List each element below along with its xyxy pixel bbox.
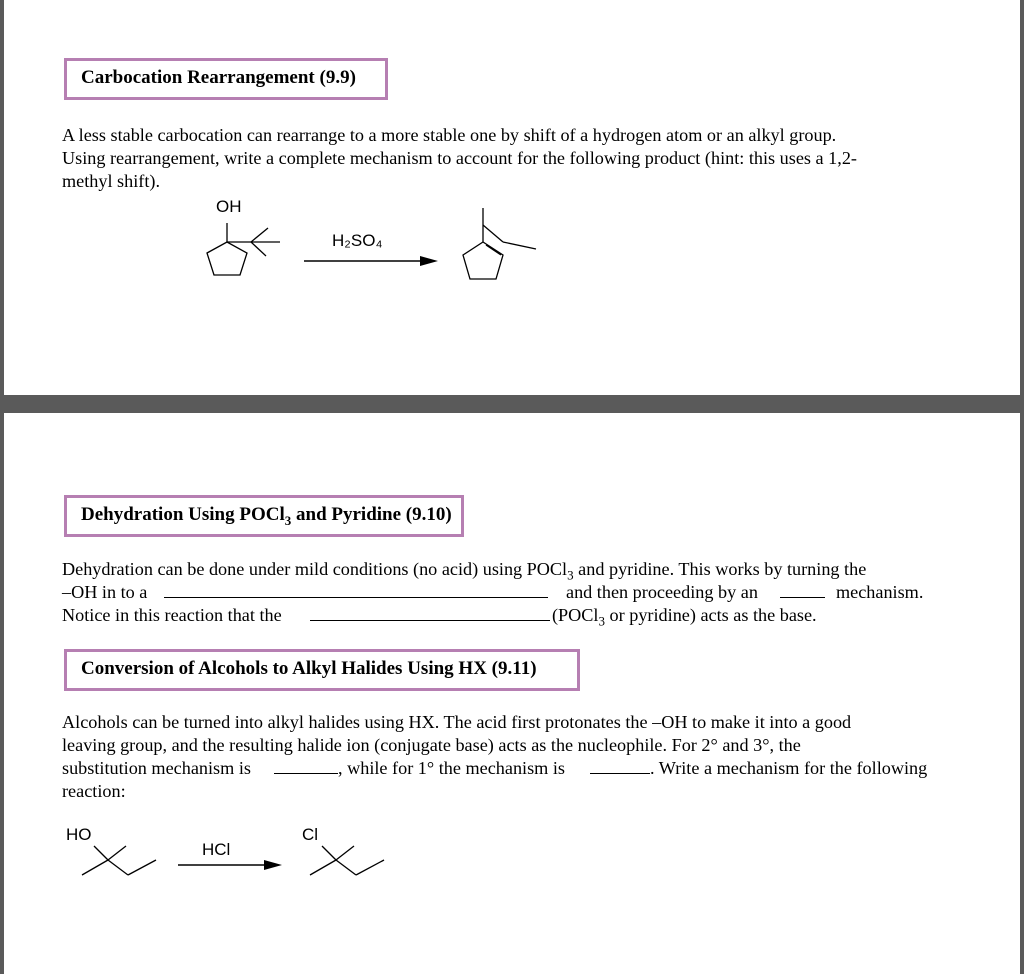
section-title-dehydration: Dehydration Using POCl$_3$ and Pyridine (9.10) xyxy=(64,495,464,537)
paragraph-line: Using rearrangement, write a complete mechanism to account for the following product (hint: this uses a 1,2- xyxy=(62,148,857,168)
halide-scheme xyxy=(60,818,400,898)
paragraph-line: Alcohols can be turned into alkyl halides using HX. The acid first protonates the –OH to make it into a good xyxy=(62,712,852,732)
reactant-oh-label: OH xyxy=(216,197,242,216)
page-2 xyxy=(4,413,1020,974)
blank-2-3-mechanism[interactable] xyxy=(274,757,338,774)
blank-base-role[interactable] xyxy=(310,604,550,621)
alkyl-halide-paragraph xyxy=(62,711,982,803)
reaction-arrow xyxy=(304,256,438,266)
paragraph-line: –OH in to a and then proceeding by an mechanism. xyxy=(62,582,924,602)
section-title-carbocation: Carbocation Rearrangement (9.9) xyxy=(64,58,388,100)
page-1 xyxy=(4,0,1020,395)
paragraph-line: reaction: xyxy=(62,781,126,801)
section-title-alkyl-halides: Conversion of Alcohols to Alkyl Halides Using HX (9.11) xyxy=(64,649,580,691)
product-structure xyxy=(463,208,536,279)
paragraph-line: Dehydration can be done under mild conditions (no acid) using POCl$_3$ and pyridine. This works by turning the xyxy=(62,559,867,583)
reactant-ho-label: HO xyxy=(66,825,92,844)
product-cl-label: Cl xyxy=(302,825,319,844)
carbocation-paragraph xyxy=(62,124,857,193)
paragraph-line: Notice in this reaction that the (POCl$_3$ or pyridine) acts as the base. xyxy=(62,605,817,629)
paragraph-line: substitution mechanism is , while for 1° the mechanism is . Write a mechanism for the following xyxy=(62,758,928,778)
rearrangement-scheme xyxy=(194,192,554,292)
reagent-label: HCl xyxy=(202,840,231,859)
dehydration-paragraph xyxy=(62,558,962,627)
reactant-structure xyxy=(82,846,156,875)
reagent-label: H₂SO₄ xyxy=(332,231,383,250)
product-structure xyxy=(310,846,384,875)
reactant-structure xyxy=(207,223,280,275)
paragraph-line: A less stable carbocation can rearrange to a more stable one by shift of a hydrogen atom or an alkyl group. xyxy=(62,125,837,145)
blank-mechanism[interactable] xyxy=(780,581,825,598)
blank-intermediate[interactable] xyxy=(164,581,548,598)
paragraph-line: methyl shift). xyxy=(62,171,160,191)
paragraph-line: leaving group, and the resulting halide ion (conjugate base) acts as the nucleophile. For 2° and 3°, the xyxy=(62,735,801,755)
reaction-arrow xyxy=(178,860,282,870)
blank-1-mechanism[interactable] xyxy=(590,757,650,774)
